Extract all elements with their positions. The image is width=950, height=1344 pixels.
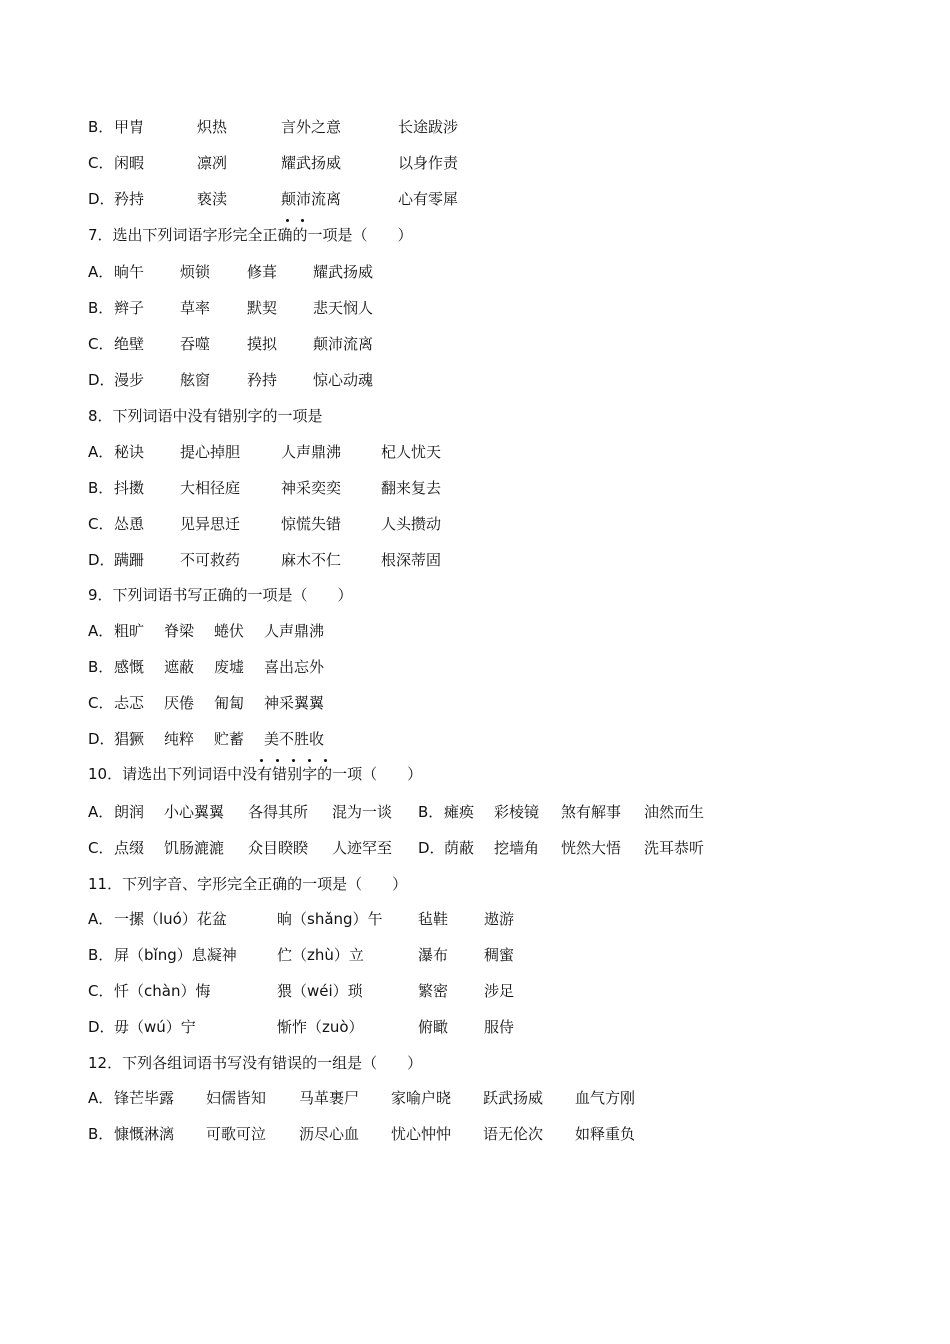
q11-option-c: C．忏（chàn）悔 猥（wéi）琐 繁密 涉足 <box>88 982 515 1000</box>
q9-option-b: B．感慨 遮蔽 废墟 喜出忘外 <box>88 658 325 676</box>
q12-stem: 12．下列各组词语书写没有错误的一组是（ ） <box>88 1054 423 1072</box>
q9-option-d: D．猖獗 纯粹 贮蓄 美不胜收 <box>88 730 325 748</box>
q10-row-ab: A．朗润 小心翼翼 各得其所 混为一谈 B．瘫痪 彩棱镜 煞有解事 油然而生 <box>88 803 705 821</box>
q8-option-d: D．蹒跚 不可救药 麻木不仁 根深蒂固 <box>88 551 442 569</box>
q11-option-b: B．屏（bǐng）息凝神 伫（zhù）立 瀑布 稠蜜 <box>88 946 515 964</box>
q11-option-a: A．一摞（luó）花盆 晌（shǎng）午 毡鞋 遨游 <box>88 910 515 928</box>
q8-option-c: C．怂恿 见异思迁 惊慌失错 人头攒动 <box>88 515 442 533</box>
emphasis-dot <box>324 759 327 762</box>
emphasis-dot <box>292 759 295 762</box>
q12-option-a: A．锋芒毕露 妇儒皆知 马革裹尸 家喻户晓 跃武扬威 血气方刚 <box>88 1089 636 1107</box>
emphasis-dot <box>286 219 289 222</box>
emphasis-dot <box>276 759 279 762</box>
q6-option-b: B．甲胄 炽热 言外之意 长途跋涉 <box>88 118 459 136</box>
q7-option-b: B．辫子 草率 默契 悲天悯人 <box>88 299 374 317</box>
q11-stem: 11．下列字音、字形完全正确的一项是（ ） <box>88 875 408 893</box>
q10-stem: 10．请选出下列词语中没有错别字的一项（ ） <box>88 765 423 783</box>
q7-option-a: A．晌午 烦锁 修葺 耀武扬威 <box>88 263 374 281</box>
q9-stem: 9．下列词语书写正确的一项是（ ） <box>88 586 353 604</box>
emphasis-dot <box>301 219 304 222</box>
q11-option-d: D．毋（wú）宁 惭怍（zuò） 俯瞰 服侍 <box>88 1018 515 1036</box>
q7-option-d: D．漫步 舷窗 矜持 惊心动魂 <box>88 371 374 389</box>
q8-option-b: B．抖擞 大相径庭 神采奕奕 翻来复去 <box>88 479 442 497</box>
q9-option-c: C．忐忑 厌倦 匍匐 神采翼翼 <box>88 694 325 712</box>
q7-option-c: C．绝壁 吞噬 摸拟 颠沛流离 <box>88 335 374 353</box>
q8-option-a: A．秘诀 提心掉胆 人声鼎沸 杞人忧天 <box>88 443 442 461</box>
q8-stem: 8．下列词语中没有错别字的一项是 <box>88 407 323 425</box>
q6-option-d: D．矜持 亵渎 颠沛流离 心有零犀 <box>88 190 459 208</box>
q9-option-a: A．粗旷 脊梁 蜷伏 人声鼎沸 <box>88 622 325 640</box>
q7-stem: 7．选出下列词语字形完全正确的一项是（ ） <box>88 226 413 244</box>
emphasis-dot <box>308 759 311 762</box>
q10-row-cd: C．点缀 饥肠漉漉 众目睽睽 人迹罕至 D．荫蔽 挖墙角 恍然大悟 洗耳恭听 <box>88 839 705 857</box>
q12-option-b: B．慷慨淋漓 可歌可泣 沥尽心血 忧心忡忡 语无伦次 如释重负 <box>88 1125 636 1143</box>
emphasis-dot <box>260 759 263 762</box>
q6-option-c: C．闲暇 凛冽 耀武扬威 以身作责 <box>88 154 459 172</box>
